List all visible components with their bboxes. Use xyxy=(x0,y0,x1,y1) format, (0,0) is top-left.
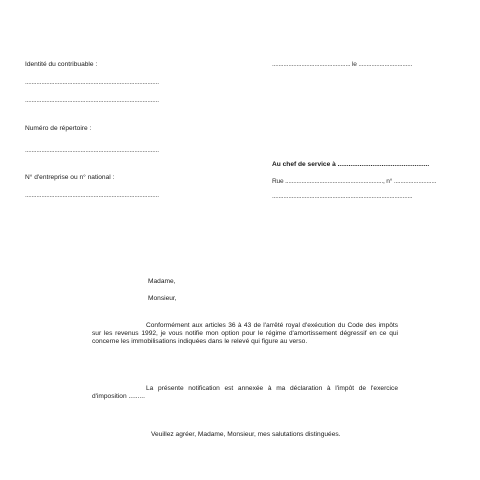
repertoire-number-line[interactable]: .................................................................................. xyxy=(25,147,159,154)
salutation-madame: Madame, xyxy=(148,278,176,285)
salutation-monsieur: Monsieur, xyxy=(148,295,177,302)
recipient-line[interactable]: Au chef de service à .................................................. xyxy=(272,161,430,168)
repertoire-number-label: Numéro de répertoire : xyxy=(25,125,92,132)
closing-formula: Veuillez agréer, Madame, Monsieur, mes salutations distinguées. xyxy=(151,431,341,438)
place-date-line[interactable]: ................................................ le ................................. xyxy=(272,61,413,68)
annex-notification-paragraph: La présente notification est annexée à ma déclaration à l'impôt de l'exercice d'imposition ......... xyxy=(92,385,398,401)
option-notification-paragraph: Conformément aux articles 36 à 43 de l'arrêté royal d'exécution du Code des impôts sur les revenus 1992, je vous notifie mon option pour le régime d'amortissement dégressif en ce qui concerne les immobilisations indiquées dans le relevé qui figure au verso. xyxy=(92,322,398,346)
enterprise-number-line[interactable]: .................................................................................. xyxy=(25,192,159,199)
taxpayer-identity-line-1[interactable]: .................................................................................. xyxy=(25,79,159,86)
street-line[interactable]: Rue ............................................................, n° .......................... xyxy=(272,178,437,185)
enterprise-number-label: N° d'entreprise ou n° national : xyxy=(25,174,115,181)
taxpayer-identity-line-2[interactable]: .................................................................................. xyxy=(25,97,159,104)
taxpayer-identity-label: Identité du contribuable : xyxy=(25,61,98,68)
address-extra-line[interactable]: ...................................................................................... xyxy=(272,193,413,200)
